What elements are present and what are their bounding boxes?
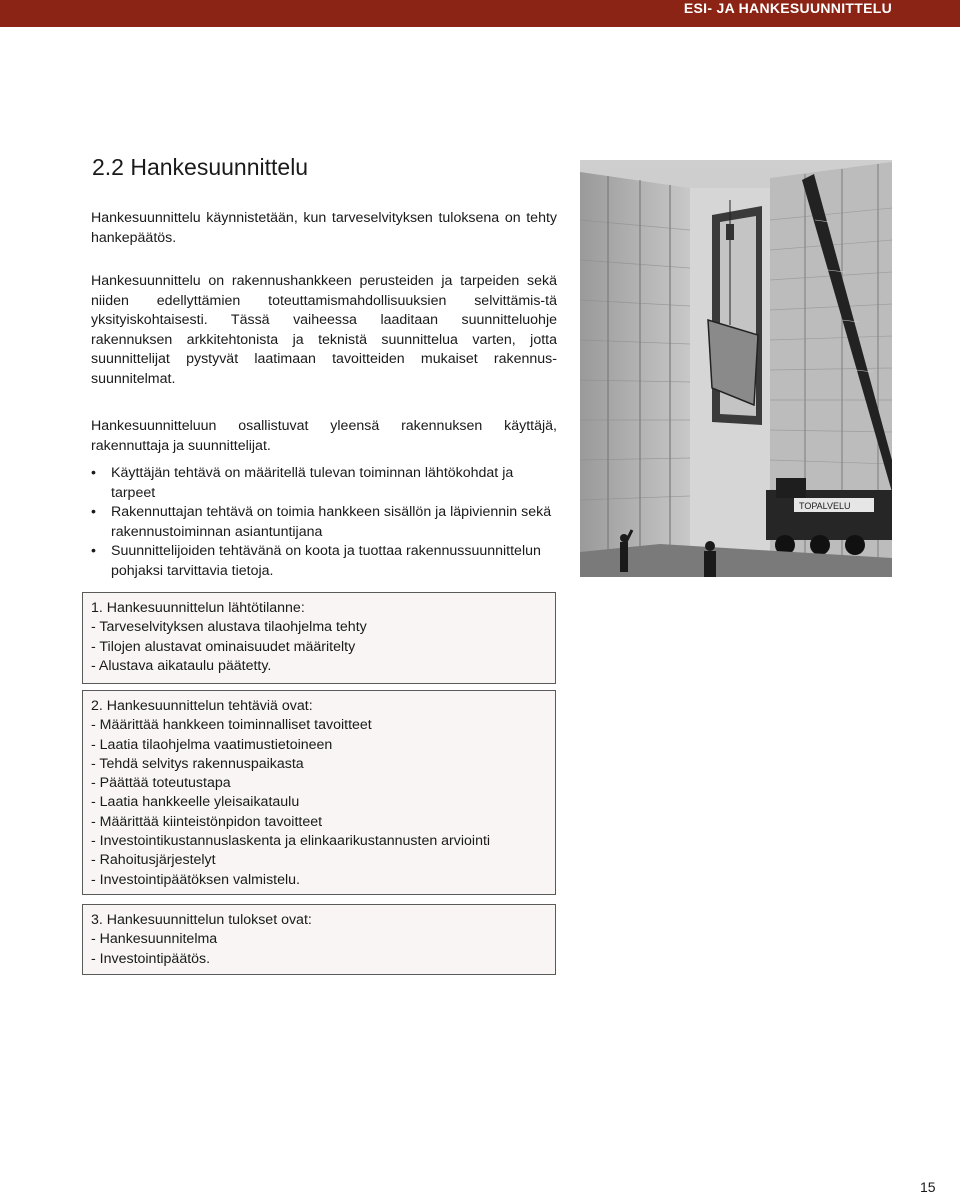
header-bar [0, 0, 960, 27]
box-tasks [82, 690, 556, 895]
box-heading: 3. Hankesuunnittelun tulokset ovat: [91, 912, 312, 928]
box-line: - Investointipäätöksen valmistelu. [91, 871, 300, 888]
description-paragraph: Hankesuunnittelu on rakennushankkeen perusteiden ja tarpeiden sekä niiden edellyttämien toteuttamismahdollisuuksien selvittämis-tä yksityiskohtaisesti. Tässä vaiheessa laaditaan suunnitteluohje rakennuksen arkkitehtonista ja teknistä suunnittelua varten, jotta suunnittelijat pystyvät laatimaan tavoitteiden mukaiset rakennus-suunnitelmat. [91, 273, 557, 387]
box-line: - Rahoitusjärjestelyt [91, 852, 216, 869]
box-line: - Päättää toteutustapa [91, 775, 231, 792]
page-number: 15 [920, 1179, 936, 1195]
box-line: - Laatia hankkeelle yleisaikataulu [91, 794, 300, 811]
box-line: - Investointikustannuslaskenta ja elinkaarikustannusten arviointi [91, 833, 491, 850]
intro-paragraph: Hankesuunnittelu käynnistetään, kun tarveselvityksen tuloksena on tehty hankepäätös. [91, 210, 557, 246]
box-heading: 1. Hankesuunnittelun lähtötilanne: [91, 600, 305, 616]
box-line: - Määrittää kiinteistönpidon tavoitteet [91, 813, 323, 830]
box-results [82, 904, 556, 975]
box-starting-situation [82, 592, 556, 684]
construction-photo [580, 160, 892, 577]
box-heading: 2. Hankesuunnittelun tehtäviä ovat: [91, 698, 313, 714]
box-line: - Alustava aikataulu päätetty. [91, 657, 272, 674]
section-title: 2.2 Hankesuunnittelu [92, 154, 309, 180]
box-line: - Tehdä selvitys rakennuspaikasta [91, 755, 304, 772]
box-line: - Tarveselvityksen alustava tilaohjelma tehty [91, 619, 367, 636]
box-line: - Laatia tilaohjelma vaatimustietoineen [91, 736, 333, 753]
roles-list [91, 464, 561, 582]
list-item: • Rakennuttajan tehtävä on toimia hankkeen sisällön ja läpiviennin sekä rakennustoiminnan asiantuntijana [91, 503, 561, 542]
box-line: - Investointipäätös. [91, 950, 211, 967]
box-line: - Tilojen alustavat ominaisuudet määritelty [91, 638, 356, 655]
crane-lettering: TOPALVELU [799, 501, 851, 511]
list-item: • Suunnittelijoiden tehtävänä on koota ja tuottaa rakennussuunnittelun pohjaksi tarvittavia tietoja. [91, 542, 561, 581]
list-item: • Käyttäjän tehtävä on määritellä tulevan toiminnan lähtökohdat ja tarpeet [91, 464, 561, 503]
chapter-title: ESI- JA HANKESUUNNITTELU [683, 0, 892, 16]
participants-paragraph: Hankesuunnitteluun osallistuvat yleensä rakennuksen käyttäjä, rakennuttaja ja suunnittelijat. [91, 418, 557, 454]
box-line: - Määrittää hankkeen toiminnalliset tavoitteet [91, 717, 372, 734]
box-line: - Hankesuunnitelma [91, 931, 218, 948]
